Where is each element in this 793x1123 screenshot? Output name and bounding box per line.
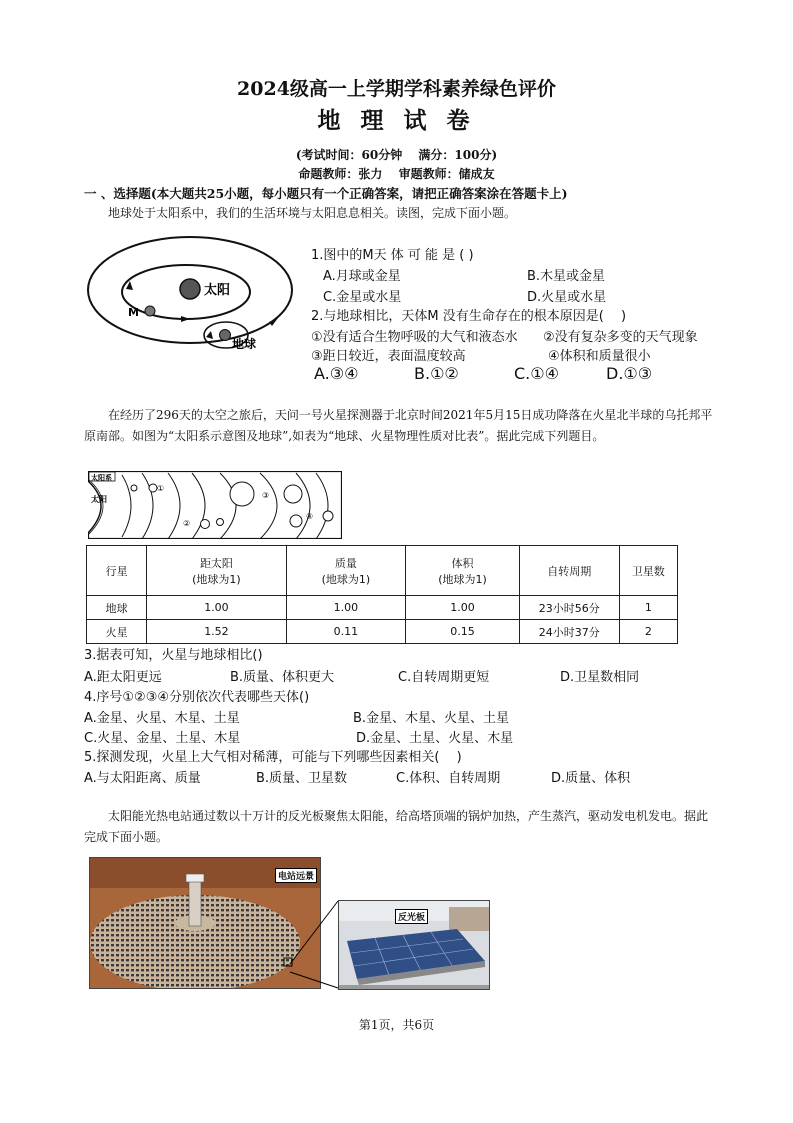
- q3-option-b: B.质量、体积更大: [230, 670, 335, 685]
- section-intro: 地球处于太阳系中，我们的生活环境与太阳息息相关。读图，完成下面小题。: [108, 206, 517, 220]
- table-header-row: [87, 546, 678, 596]
- solar-system-box-label: 太阳系: [91, 474, 112, 482]
- table-cell: 1: [619, 596, 677, 620]
- q1-option-d: D.火星或水星: [527, 290, 607, 305]
- q1-option-a: A.月球或金星: [323, 269, 401, 284]
- table-cell: 1.00: [286, 596, 406, 620]
- q5-option-d: D.质量、体积: [551, 771, 631, 786]
- header-cell: 距太阳 (地球为1): [147, 546, 286, 596]
- table-cell: 23小时56分: [519, 596, 619, 620]
- table-cell: 24小时37分: [519, 620, 619, 644]
- q5-option-a: A.与太阳距离、质量: [84, 771, 201, 786]
- earth-icon: [220, 330, 231, 341]
- subject-title: 地 理 试 卷: [317, 107, 476, 134]
- table-cell: 0.15: [406, 620, 520, 644]
- m-label: M: [128, 306, 139, 319]
- q4-option-a: A.金星、火星、木星、土星: [84, 711, 240, 726]
- photo-label-reflector: 反光板: [395, 909, 428, 924]
- passage-solar-plant: 太阳能光热电站通过数以十万计的反光板聚焦太阳能，给高塔顶端的锅炉加热，产生蒸汽，驱动发电机发电。据此完成下面小题。: [84, 809, 709, 844]
- table-cell: 1.52: [147, 620, 286, 644]
- reflector-panel-photo: [338, 900, 490, 990]
- q2-statement-2: ②没有复杂多变的天气现象: [543, 330, 698, 345]
- q2-stem: 2.与地球相比，天体M 没有生命存在的根本原因是( ): [311, 309, 627, 324]
- q2-statement-1: ①没有适合生物呼吸的大气和液态水: [311, 330, 518, 345]
- q5-option-c: C.体积、自转周期: [396, 771, 501, 786]
- header-cell: 行星: [87, 546, 147, 596]
- solar-system-diagram: [88, 471, 342, 539]
- table-cell: 2: [619, 620, 677, 644]
- header-cell: 卫星数: [619, 546, 677, 596]
- q1-stem: 1.图中的M天 体 可 能 是 ( ): [311, 248, 474, 263]
- header-cell: 体积 (地球为1): [406, 546, 520, 596]
- passage-mars: 在经历了296天的太空之旅后，天问一号火星探测器于北京时间2021年5月15日成功降落在火星北半球的乌托邦平原南部。如图为“太阳系示意图及地球”,如表为“地球、火星物理性质对比表”。据此完成下列题目。: [84, 408, 713, 443]
- q5-stem: 5.探测发现，火星上大气相对稀薄，可能与下列哪些因素相关( ): [84, 750, 462, 765]
- table-cell: 1.00: [147, 596, 286, 620]
- table-cell: 0.11: [286, 620, 406, 644]
- table-row: [87, 596, 678, 620]
- exam-title: 2024级高一上学期学科素养绿色评价: [237, 78, 556, 100]
- q2-option-b: B.①②: [414, 364, 459, 383]
- q2-option-c: C.①④: [514, 364, 559, 383]
- sun-side-label: 太阳: [91, 495, 107, 504]
- planet-m-icon: [145, 306, 155, 316]
- table-cell: 火星: [87, 620, 147, 644]
- orbit-diagram: [86, 232, 308, 358]
- power-station-photo: [89, 857, 321, 989]
- q4-option-d: D.金星、土星、火星、木星: [356, 731, 514, 746]
- q2-option-a: A.③④: [314, 364, 359, 383]
- marker-4: ④: [306, 512, 314, 521]
- q3-stem: 3.据表可知，火星与地球相比(): [84, 648, 263, 663]
- q2-option-d: D.①③: [606, 364, 653, 383]
- marker-2: ②: [183, 519, 191, 528]
- sun-icon: [180, 279, 200, 299]
- q4-stem: 4.序号①②③④分别依次代表哪些天体(): [84, 690, 310, 705]
- q4-option-c: C.火星、金星、土星、木星: [84, 731, 241, 746]
- table-cell: 地球: [87, 596, 147, 620]
- marker-1: ①: [157, 484, 165, 493]
- teacher-info: 命题教师：张力 审题教师：储成友: [298, 167, 495, 181]
- q5-option-b: B.质量、卫星数: [256, 771, 348, 786]
- q2-statement-4: ④体积和质量很小: [548, 349, 651, 364]
- earth-label: 地球: [232, 337, 257, 351]
- q3-option-d: D.卫星数相同: [560, 670, 640, 685]
- table-row: [87, 620, 678, 644]
- table-cell: 1.00: [406, 596, 520, 620]
- header-cell: 自转周期: [519, 546, 619, 596]
- header-cell: 质量 (地球为1): [286, 546, 406, 596]
- section-heading: 一 、选择题(本大题共25小题，每小题只有一个正确答案，请把正确答案涂在答题卡上): [84, 186, 568, 201]
- photo-label-station: 电站远景: [275, 868, 317, 883]
- sun-label: 太阳: [204, 283, 231, 298]
- q1-option-b: B.木星或金星: [527, 269, 606, 284]
- q2-statement-3: ③距日较近，表面温度较高: [311, 349, 466, 364]
- exam-info: (考试时间：60分钟 满分：100分): [295, 148, 498, 162]
- planet-comparison-table: [86, 545, 678, 644]
- q3-option-a: A.距太阳更远: [84, 670, 162, 685]
- q4-option-b: B.金星、木星、火星、土星: [353, 711, 510, 726]
- q1-option-c: C.金星或水星: [323, 290, 402, 305]
- page-footer: 第1页，共6页: [358, 1018, 435, 1032]
- marker-3: ③: [262, 491, 270, 500]
- q3-option-c: C.自转周期更短: [398, 670, 490, 685]
